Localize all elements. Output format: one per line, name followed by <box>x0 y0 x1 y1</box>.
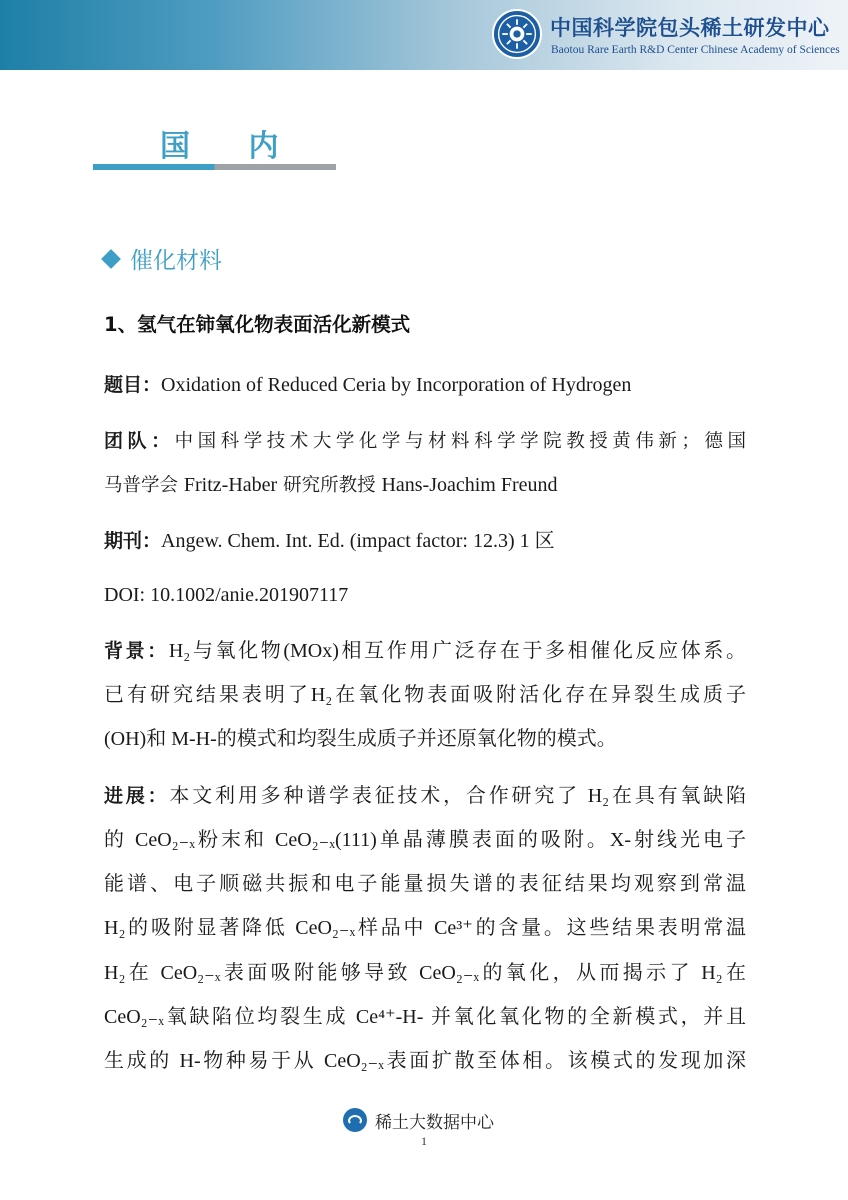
team-text-2d: Hans-Joachim Freund <box>381 474 558 496</box>
topic-line <box>104 370 746 400</box>
topic-text: Oxidation of Reduced Ceria by Incorporation of Hydrogen <box>161 374 632 396</box>
progress-line-7: 生成的 H-物种易于从 CeO₂₋ₓ表面扩散至体相。该模式的发现加深 <box>104 1050 746 1072</box>
diamond-bullet-icon <box>101 249 121 269</box>
journal-text: Angew. Chem. Int. Ed. (impact factor: 12.3) 1 区 <box>161 530 555 552</box>
team-text-1: 中国科学技术大学化学与材料科学学院教授黄伟新；德国 <box>174 431 746 452</box>
footer-brand-text: 稀土大数据中心 <box>375 1112 494 1133</box>
category-label: 催化材料 <box>130 248 222 274</box>
big-data-logo-icon <box>343 1108 367 1132</box>
team-text-2b: Fritz-Haber <box>183 474 278 496</box>
org-name-en: Baotou Rare Earth R&D Center Chinese Academy of Sciences <box>551 44 840 56</box>
progress-line-6: CeO₂₋ₓ氧缺陷位均裂生成 Ce⁴⁺-H- 并氧化氧化物的全新模式，并且 <box>104 1006 746 1028</box>
team-line-1 <box>104 426 746 456</box>
journal-label: 期刊： <box>104 530 162 552</box>
progress-line-2: 的 CeO₂₋ₓ粉末和 CeO₂₋ₓ(111)单晶薄膜表面的吸附。X-射线光电子 <box>104 829 746 851</box>
doi-line: DOI: 10.1002/anie.201907117 <box>104 584 349 606</box>
progress-text-1: 本文利用多种谱学表征技术，合作研究了 H₂在具有氧缺陷 <box>169 785 746 807</box>
topic-label: 题目： <box>104 374 162 396</box>
team-text-2a: 马普学会 <box>104 475 184 496</box>
background-text-1: H₂与氧化物(MOx)相互作用广泛存在于多相催化反应体系。 <box>168 640 746 662</box>
team-label: 团队： <box>104 430 175 452</box>
background-line-3: (OH)和 M-H-的模式和均裂生成质子并还原氧化物的模式。 <box>104 728 617 750</box>
progress-line-1 <box>104 781 746 811</box>
section-title: 国 内 <box>160 129 303 164</box>
background-label: 背景： <box>104 640 169 662</box>
footer-brand <box>343 1106 494 1134</box>
page-number: 1 <box>421 1134 427 1148</box>
background-line-1 <box>104 636 746 666</box>
journal-line <box>104 526 746 556</box>
cas-emblem-icon <box>492 9 542 59</box>
page-header <box>0 0 848 70</box>
article-title: 1、氢气在铈氧化物表面活化新模式 <box>104 313 411 336</box>
team-line-2 <box>104 470 746 500</box>
team-text-2c: 研究所教授 <box>277 475 382 496</box>
progress-line-5: H₂在 CeO₂₋ₓ表面吸附能够导致 CeO₂₋ₓ的氧化，从而揭示了 H₂在 <box>104 962 746 984</box>
org-name-cn: 中国科学院包头稀土研发中心 <box>550 15 830 40</box>
progress-label: 进展： <box>104 785 170 807</box>
progress-line-4: H₂的吸附显著降低 CeO₂₋ₓ样品中 Ce³⁺的含量。这些结果表明常温 <box>104 917 746 939</box>
progress-line-3: 能谱、电子顺磁共振和电子能量损失谱的表征结果均观察到常温 <box>104 873 746 895</box>
category-heading <box>104 242 222 275</box>
section-title-underline <box>93 164 336 170</box>
background-line-2: 已有研究结果表明了H₂在氧化物表面吸附活化存在异裂生成质子 <box>104 684 746 706</box>
